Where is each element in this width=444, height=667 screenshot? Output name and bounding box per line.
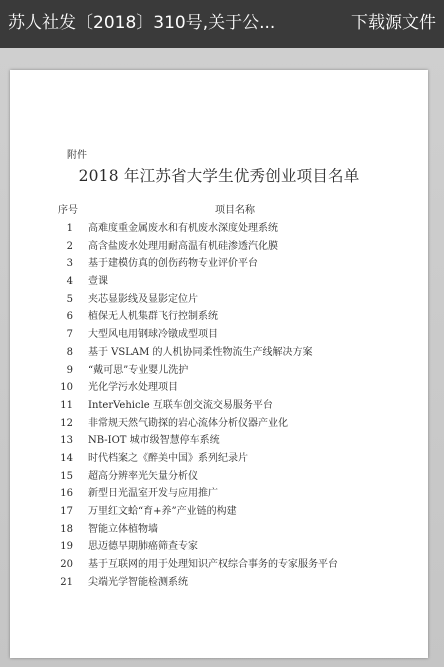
list-item	[10, 432, 428, 450]
list-item-name: 植保无人机集群飞行控制系统	[88, 311, 218, 323]
list-item	[10, 503, 428, 521]
list-item	[10, 468, 428, 486]
list-item	[10, 291, 428, 309]
list-item	[10, 538, 428, 556]
list-item	[10, 273, 428, 291]
top-bar	[0, 0, 444, 48]
list-item-name: 高含盐废水处理用耐高温有机硅渗透汽化膜	[88, 240, 278, 252]
list-item	[10, 255, 428, 273]
list-item-number: 16	[60, 488, 73, 500]
list-item-name: 新型日光温室开发与应用推广	[88, 488, 218, 500]
download-source-button[interactable]: 下载源文件	[351, 13, 436, 33]
list-item-name: 大型风电用钢球冷镦成型项目	[88, 329, 218, 341]
document-viewer[interactable]	[0, 48, 444, 667]
list-item	[10, 450, 428, 468]
list-item-name: 智能立体植物墙	[88, 523, 158, 535]
list-item	[10, 521, 428, 539]
list-item-number: 8	[66, 346, 73, 358]
list-item-name: “戴可思”专业婴儿洗护	[88, 364, 189, 376]
list-item-number: 9	[66, 364, 73, 376]
list-item-number: 4	[66, 276, 73, 288]
list-item-name: 高难度重金属废水和有机废水深度处理系统	[88, 223, 278, 234]
list-item-number: 5	[66, 293, 73, 305]
list-item-number: 20	[60, 559, 73, 571]
list-item-number: 6	[66, 311, 73, 323]
list-item-name: 超高分辨率光矢量分析仪	[88, 470, 198, 482]
list-item-number: 12	[60, 417, 73, 429]
list-item-name: 壹课	[88, 276, 108, 288]
list-item-number: 15	[60, 470, 73, 482]
list-item	[10, 344, 428, 362]
attachment-label: 附件	[67, 150, 87, 161]
document-page	[10, 70, 428, 658]
list-item	[10, 362, 428, 380]
list-item-name: 万里红文蛤“育+养”产业链的构建	[88, 506, 237, 517]
list-item-number: 11	[60, 399, 73, 411]
list-item-name: NB-IOT 城市级智慧停车系统	[88, 435, 220, 447]
list-item	[10, 415, 428, 433]
column-header-name: 项目名称	[215, 205, 255, 216]
list-item-number: 21	[60, 576, 73, 588]
page-title: 2018 年江苏省大学生优秀创业项目名单	[78, 167, 360, 185]
list-item-name: InterVehicle 互联车创交流交易服务平台	[88, 399, 273, 411]
list-item-number: 10	[60, 382, 73, 394]
list-item	[10, 574, 428, 592]
list-item-number: 18	[60, 523, 73, 535]
list-item-number: 3	[66, 258, 73, 270]
list-item	[10, 485, 428, 503]
column-header-no: 序号	[58, 205, 78, 216]
list-item	[10, 326, 428, 344]
list-item-name: 时代档案之《醉美中国》系列纪录片	[88, 452, 248, 464]
list-item-name: 思迈德早期肺癌筛查专家	[88, 541, 198, 553]
list-item-number: 13	[60, 435, 73, 447]
list-item-number: 19	[60, 541, 73, 553]
list-item-name: 尖端光学智能检测系统	[88, 576, 188, 588]
list-item-name: 夹芯显影线及显影定位片	[88, 293, 198, 305]
list-item	[10, 238, 428, 256]
list-item	[10, 220, 428, 238]
list-item	[10, 556, 428, 574]
list-item	[10, 308, 428, 326]
list-item	[10, 397, 428, 415]
list-item-number: 17	[60, 506, 73, 517]
list-item-number: 7	[66, 329, 73, 341]
list-item-number: 14	[60, 452, 73, 464]
list-item	[10, 379, 428, 397]
list-item-number: 1	[66, 223, 73, 234]
list-item-name: 基于互联网的用于处理知识产权综合事务的专家服务平台	[88, 559, 338, 571]
project-list	[10, 220, 428, 591]
list-item-number: 2	[66, 240, 73, 252]
list-item-name: 非常规天然气勘探的岩心流体分析仪器产业化	[88, 417, 288, 429]
list-item-name: 光化学污水处理项目	[88, 382, 178, 394]
list-item-name: 基于建模仿真的创伤药物专业评价平台	[88, 258, 258, 270]
document-title: 苏人社发〔2018〕310号,关于公...	[8, 13, 276, 33]
list-item-name: 基于 VSLAM 的人机协同柔性物流生产线解决方案	[88, 346, 313, 358]
